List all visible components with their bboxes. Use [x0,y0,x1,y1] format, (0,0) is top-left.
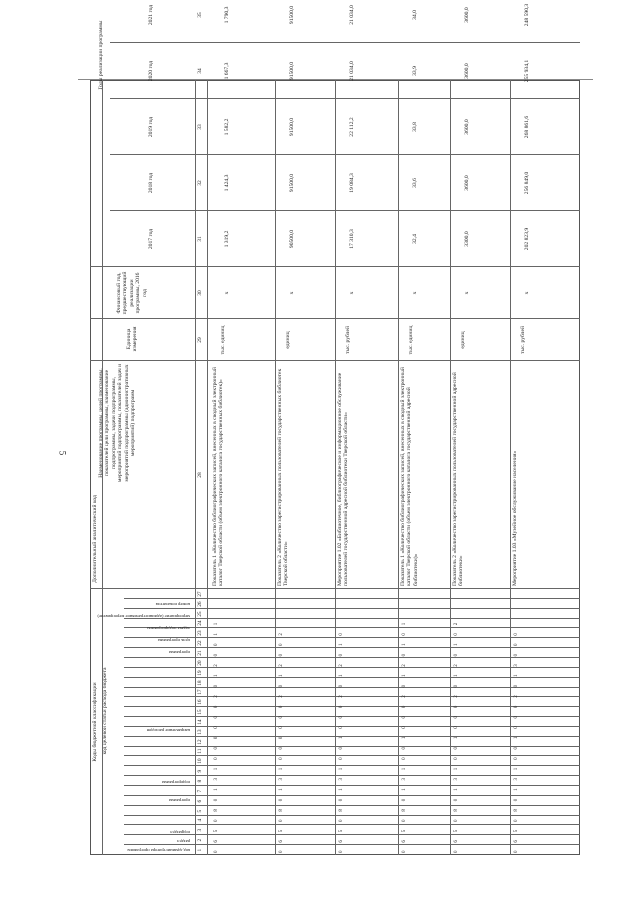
row-divider [398,80,399,855]
code-col-line [124,736,580,737]
column-number: 29 [197,337,203,343]
column-number: 21 [197,650,203,656]
page-number: 5 [57,450,68,456]
column-number: 8 [197,779,203,783]
row-year-value: 19 084,3 [349,173,355,193]
code-subheader: программа [168,798,190,803]
code-col-line [124,657,580,658]
column-number: 7 [197,789,203,793]
column-number: 17 [197,689,203,695]
col-line [90,266,580,267]
column-number: 9 [197,769,203,773]
row-year-value: 3300,0 [464,231,470,247]
row-year-value: 90500,0 [289,229,295,249]
column-number: 28 [197,472,203,478]
target-article-header: код целевой статьи расхода бюджета [102,667,108,755]
row-unit: единиц [460,331,466,349]
row-code: 0 6 5 0 8 0 1 3 1 0 0 1 0 0 0 2 0 1 2 0 1 0 2 [454,619,459,853]
code-col-line [124,834,580,835]
row-year-value: 1 424,3 [224,174,230,192]
column-number: 13 [197,729,203,735]
code-subheader: направление расходов [146,728,190,733]
row-year-value: 1 319,2 [224,230,230,248]
row-year-value: 32,4 [412,234,418,244]
row-year-value: 21 034,0 [349,61,355,81]
code-col-line [124,687,580,688]
column-number: 22 [197,640,203,646]
unit-column-header: Единица измерения [126,326,139,352]
column-number: 3 [197,828,203,832]
code-col-line [124,706,580,707]
row-code: 0 6 5 0 8 0 1 3 1 0 0 1 0 0 0 2 0 1 2 0 1 0 1 [402,619,407,853]
code-col-line [124,755,580,756]
row-year-value: 91500,0 [289,173,295,193]
year-col-line [110,42,580,43]
extra-code-group-header: Дополнительный аналитический код [92,495,98,583]
column-number: 1 [197,848,203,852]
row-fin: х [464,291,470,295]
column-number: 30 [197,290,203,296]
column-number: 34 [197,68,203,74]
year-header: 2019 год [148,116,154,138]
header-line [207,80,208,855]
year-col-line [110,210,580,211]
code-subheader: подраздел [170,830,190,835]
row-unit: тыс. рублей [520,326,526,354]
row-year-value: 22 112,2 [349,117,355,137]
row-unit: единиц [285,331,291,349]
code-col-line [124,716,580,717]
row-year-value: 3600,0 [464,119,470,135]
code-subheader: подпрограмма [161,780,190,785]
row-year-value: 256 849,0 [524,171,530,195]
column-number: 5 [197,809,203,813]
row-fin: х [289,291,295,295]
column-number: 33 [197,124,203,130]
row-year-value: 3600,0 [464,175,470,191]
row-unit: тыс. рублей [345,326,351,354]
code-col-line [124,677,580,678]
column-number: 18 [197,680,203,686]
code-col-line [124,805,580,806]
column-number: 6 [197,799,203,803]
column-number: 23 [197,630,203,636]
year-col-line [110,154,580,155]
row-year-value: 1 790,3 [224,6,230,24]
year-header: 2020 год [148,60,154,82]
col-line [90,588,580,589]
code-col-line [124,795,580,796]
row-fin: х [349,291,355,295]
row-year-value: 3600,0 [464,7,470,23]
row-name: Показатель 1 «Количество библиографических записей, внесенных в сводный электронный каталог Тверской области (объем электронного каталога государственной адресной библиотеки)» [400,367,419,586]
row-name: Показатель 1 «Количество библиографических записей, внесенных в сводный электронный каталог Тверской области (объем электронного каталога государственных библиотек)» [212,367,225,586]
row-year-value: 91500,0 [289,117,295,137]
fin-year-column-header: Финансовый год, предшествующий реализации программы, 2016 год [116,271,148,315]
row-year-value: 34,0 [412,10,418,20]
code-col-line [124,844,580,845]
row-year-value: 202 823,9 [524,227,530,251]
codes-group-header: Коды бюджетной классификации [92,682,98,762]
code-col-line [124,824,580,825]
code-subheader: код администратора программы [127,848,190,853]
target-value-header [100,67,130,267]
extra-subheader: мероприятие (административное мероприятие) [97,614,190,619]
row-fin: х [224,291,230,295]
row-year-value: 91500,0 [289,5,295,25]
row-name: Показатель 2 «Количество зарегистрированных пользователей государственной адресной библиотеки» [452,372,465,586]
year-col-line [110,98,580,99]
column-number: 35 [197,12,203,18]
code-col-line [124,647,580,648]
row-year-value: 17 310,3 [349,229,355,249]
column-number: 19 [197,670,203,676]
row-divider [335,80,336,855]
code-col-line [124,815,580,816]
row-code: 0 6 5 0 8 0 1 3 1 0 0 1 0 0 0 2 0 1 3 0 0 0 [514,629,519,853]
extra-subheader: номер показателя [155,602,190,607]
row-unit: тыс. единиц [220,325,226,355]
column-number: 12 [197,739,203,745]
code-col-line [124,627,580,628]
column-number: 31 [197,236,203,242]
row-year-value: 91500,0 [289,61,295,81]
column-number: 25 [197,611,203,617]
column-number: 26 [197,601,203,607]
code-col-line [124,765,580,766]
row-year-value: 255 934,1 [524,59,530,83]
column-number: 2 [197,838,203,842]
row-year-value: 3600,0 [464,63,470,79]
header-line [195,80,196,855]
column-number: 4 [197,818,203,822]
column-number: 16 [197,699,203,705]
row-name: Показатель 2 «Количество зарегистрированных пользователей государственных библиотек Тверской области» [277,368,290,586]
column-number: 20 [197,660,203,666]
row-year-value: 33,8 [412,122,418,132]
year-header: 2021 год [148,4,154,26]
years-group-header: Годы реализации программы [98,20,104,90]
row-code: 0 6 5 0 8 0 1 3 1 0 0 0 0 0 0 2 0 1 2 0 0 1 1 [214,619,219,853]
row-fin: х [412,291,418,295]
row-year-value: 21 034,0 [349,5,355,25]
row-year-value: 1 582,2 [224,118,230,136]
budget-table [90,3,580,855]
row-unit: тыс. единиц [408,325,414,355]
extra-subheader: задача подпрограммы [147,626,190,631]
row-code: 0 6 5 0 8 0 1 3 1 0 0 0 0 0 0 2 0 1 2 0 0 2 [279,629,284,853]
column-number: 10 [197,758,203,764]
code-col-line [124,785,580,786]
code-subheader: раздел [177,839,190,844]
code-col-line [124,775,580,776]
code-col-line [124,726,580,727]
extra-subheader: программа [168,650,190,655]
column-number: 32 [197,180,203,186]
column-number: 27 [197,591,203,597]
code-col-line [124,598,580,599]
code-col-line [124,696,580,697]
header-line [102,80,103,855]
year-header: 2018 год [148,172,154,194]
column-number: 14 [197,719,203,725]
code-col-line [124,637,580,638]
row-year-value: 33,6 [412,178,418,188]
row-divider [275,80,276,855]
row-divider [510,80,511,855]
row-year-value: 1 667,3 [224,62,230,80]
row-name: Мероприятие 1.03 «Музейное обслуживание населения» [512,450,518,586]
extra-subheader: цель программы [157,638,190,643]
column-number: 15 [197,709,203,715]
code-col-line [124,618,580,619]
code-col-line [124,667,580,668]
year-header: 2017 год [148,228,154,250]
code-col-line [124,608,580,609]
column-number: 11 [197,748,203,754]
row-name: Мероприятие 1.02 «Библиотечное, библиографическое и информационное обслуживание пользователей государственной адресной библиотеки Тверской области» [337,372,350,586]
row-code: 0 6 5 0 8 0 1 3 1 0 0 1 0 0 0 2 0 1 2 0 1 0 [339,629,344,853]
row-year-value: 248 590,3 [524,3,530,27]
row-year-value: 268 861,6 [524,115,530,139]
code-col-line [124,746,580,747]
row-year-value: 33,9 [412,66,418,76]
row-fin: х [524,291,530,295]
row-divider [450,80,451,855]
column-number: 24 [197,620,203,626]
name-column-header: Наименование программы, целей программы, показателей цели программы, наименование подпрограммы, задачи подпрограммы, мероприятий подпрограммы, показателей задач и мероприятий подпрограммы (административных мероприятий) подпрограмм [98,363,137,483]
